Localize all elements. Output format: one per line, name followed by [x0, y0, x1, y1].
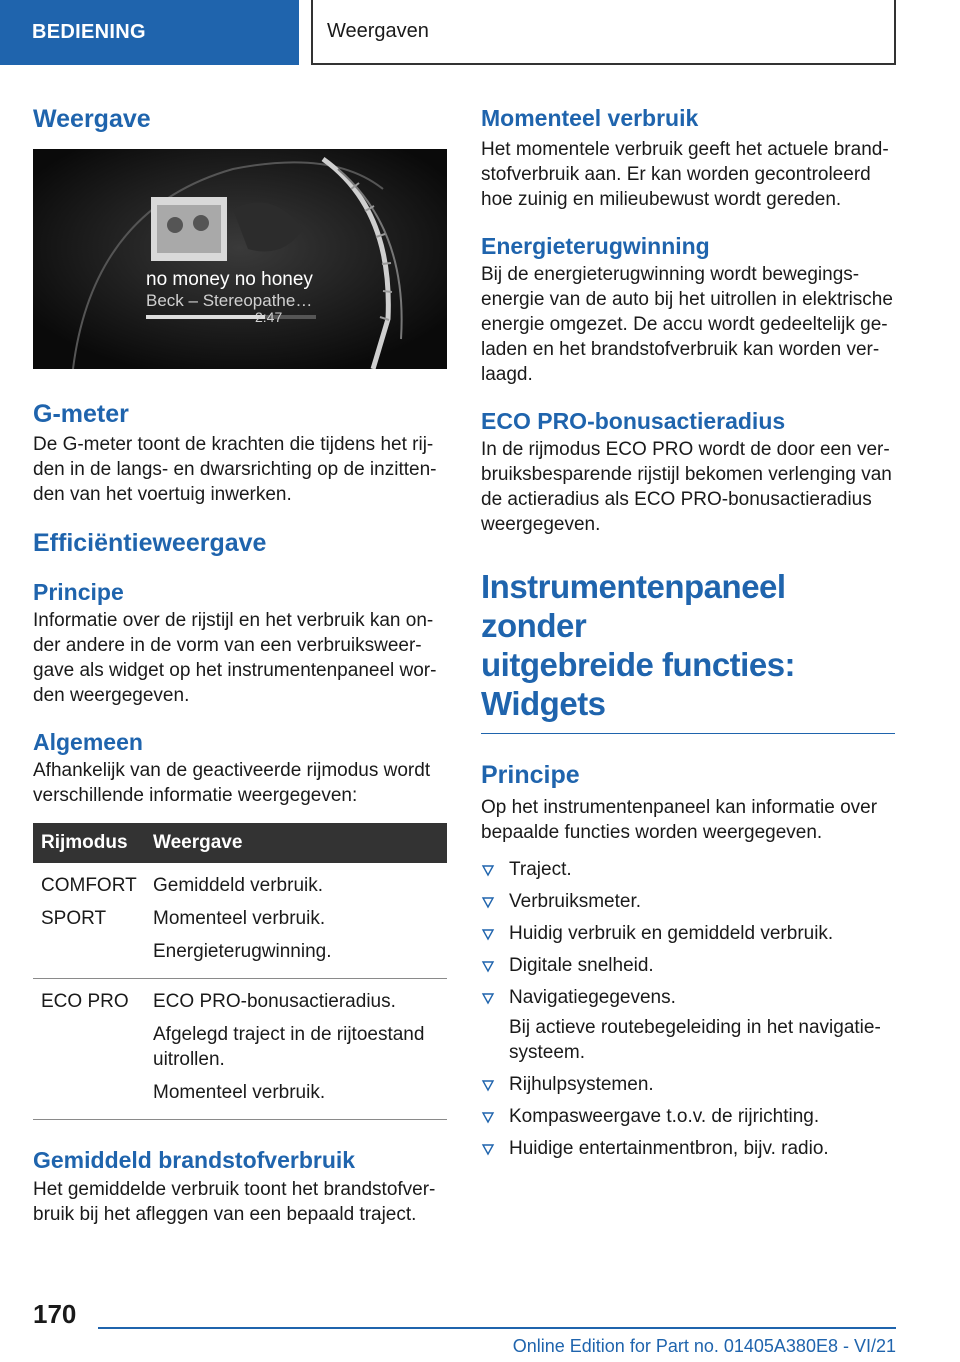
list-item — [481, 1136, 895, 1161]
list-item-text: Navigatiegegevens. — [509, 987, 676, 1008]
triangle-bullet-icon — [481, 863, 495, 877]
table-cell: Energieterugwinning. — [153, 941, 332, 962]
heading-gmeter: G-meter — [33, 400, 129, 428]
heading-weergave: Weergave — [33, 105, 151, 133]
triangle-bullet-icon — [481, 959, 495, 973]
footer-rule — [98, 1327, 896, 1329]
list-item-text: Huidige entertainmentbron, bijv. radio. — [509, 1138, 829, 1159]
right-column — [481, 100, 895, 1168]
list-item-text: Digitale snelheid. — [509, 955, 654, 976]
list-item-text: Verbruiksmeter. — [509, 891, 641, 912]
list-item — [481, 889, 895, 914]
table-cell: Momenteel verbruik. — [153, 908, 326, 929]
paragraph-gemiddeld: Het gemiddelde verbruik toont het brandstofver-bruik bij het afleggen van een bepaald traject. — [33, 1179, 436, 1225]
section-title-widgets — [481, 567, 895, 723]
table-cell: Gemiddeld verbruik. — [153, 875, 324, 896]
list-item-text: Traject. — [509, 859, 572, 880]
list-item-text: Rijhulpsystemen. — [509, 1074, 654, 1095]
table-header-row — [33, 823, 447, 863]
footer-edition-text: Online Edition for Part no. 01405A380E8 - VI/21 — [512, 1336, 896, 1356]
list-item — [481, 921, 895, 946]
heading-energie: Energieterugwinning — [481, 233, 710, 259]
triangle-bullet-icon — [481, 895, 495, 909]
table-row — [33, 979, 447, 1120]
mode-sport: SPORT — [41, 908, 107, 929]
paragraph-principe-2: Op het instrumentenpaneel kan informatie over bepaalde functies worden weergegeven. — [481, 797, 878, 843]
list-item — [481, 953, 895, 978]
paragraph-principe: Informatie over de rijstijl en het verbruik kan on-der andere in de vorm van een verbruiksweer-gave als widget op het instrumentenpaneel wor-den weergegeven. — [33, 610, 437, 706]
h1-line: uitgebreide functies: — [481, 646, 796, 683]
list-item — [481, 985, 895, 1065]
track-title: no money no honey — [146, 269, 313, 290]
track-artist: Beck – Stereopathe… — [146, 291, 313, 310]
paragraph-energie: Bij de energieterugwinning wordt bewegings-energie van de auto bij het uitrollen in elektrische energie omgezet. De accu wordt gedeeltelijk ge-laden en het brandstofverbruik kan worden ver-laagd. — [481, 264, 893, 385]
table-header-mode: Rijmodus — [33, 823, 145, 863]
heading-eco-pro: ECO PRO-bonusactieradius — [481, 408, 786, 434]
cluster-illustration — [33, 149, 447, 369]
heading-efficiency: Efficiëntieweergave — [33, 529, 267, 557]
triangle-bullet-icon — [481, 1142, 495, 1156]
triangle-bullet-icon — [481, 991, 495, 1005]
list-item — [481, 857, 895, 882]
driving-mode-table — [33, 823, 447, 1120]
paragraph-eco-pro: In de rijmodus ECO PRO wordt de door een ver-bruiksbesparende rijstijl bekomen verlenging van de actieradius als ECO PRO-bonusactieradius weergegeven. — [481, 439, 892, 535]
table-cell: ECO PRO-bonusactieradius. — [153, 991, 396, 1012]
table-header-display: Weergave — [145, 823, 447, 863]
chapter-tab: BEDIENING — [0, 0, 299, 65]
h1-line: Widgets — [481, 685, 606, 722]
section-rule — [481, 733, 895, 734]
table-cell: Afgelegd traject in de rijtoestand uitrollen. — [153, 1024, 425, 1070]
widget-list — [481, 857, 895, 1161]
heading-momenteel: Momenteel verbruik — [481, 105, 699, 131]
instrument-cluster-photo — [33, 149, 447, 369]
track-time: 2:47 — [255, 309, 283, 325]
paragraph-gmeter: De G-meter toont de krachten die tijdens het rij-den in de langs- en dwarsrichting op de inzitten-den van het voertuig inwerken. — [33, 434, 437, 505]
paragraph-momenteel: Het momentele verbruik geeft het actuele brand-stofverbruik aan. Er kan worden gecontroleerd hoe zuinig en milieubewust wordt gereden. — [481, 139, 889, 210]
mode-eco-pro: ECO PRO — [41, 991, 129, 1012]
list-item — [481, 1072, 895, 1097]
page-number: 170 — [33, 1299, 77, 1329]
heading-algemeen: Algemeen — [33, 729, 143, 755]
list-item-text: Huidig verbruik en gemiddeld verbruik. — [509, 923, 834, 944]
list-item-subtext: Bij actieve routebegeleiding in het navigatie-systeem. — [509, 1017, 881, 1063]
table-row — [33, 863, 447, 979]
triangle-bullet-icon — [481, 1110, 495, 1124]
list-item — [481, 1104, 895, 1129]
triangle-bullet-icon — [481, 927, 495, 941]
heading-principe: Principe — [33, 579, 124, 605]
h1-line: Instrumentenpaneel zonder — [481, 568, 786, 644]
left-column — [33, 100, 447, 1227]
mode-comfort: COMFORT — [41, 875, 137, 896]
list-item-text: Kompasweergave t.o.v. de rijrichting. — [509, 1106, 820, 1127]
triangle-bullet-icon — [481, 1078, 495, 1092]
table-cell: Momenteel verbruik. — [153, 1082, 326, 1103]
paragraph-algemeen: Afhankelijk van de geactiveerde rijmodus wordt verschillende informatie weergegeven: — [33, 760, 431, 806]
track-progress-bar — [146, 315, 316, 319]
heading-gemiddeld: Gemiddeld brandstofverbruik — [33, 1147, 356, 1173]
section-title: Weergaven — [311, 0, 896, 65]
heading-principe-2: Principe — [481, 761, 580, 789]
